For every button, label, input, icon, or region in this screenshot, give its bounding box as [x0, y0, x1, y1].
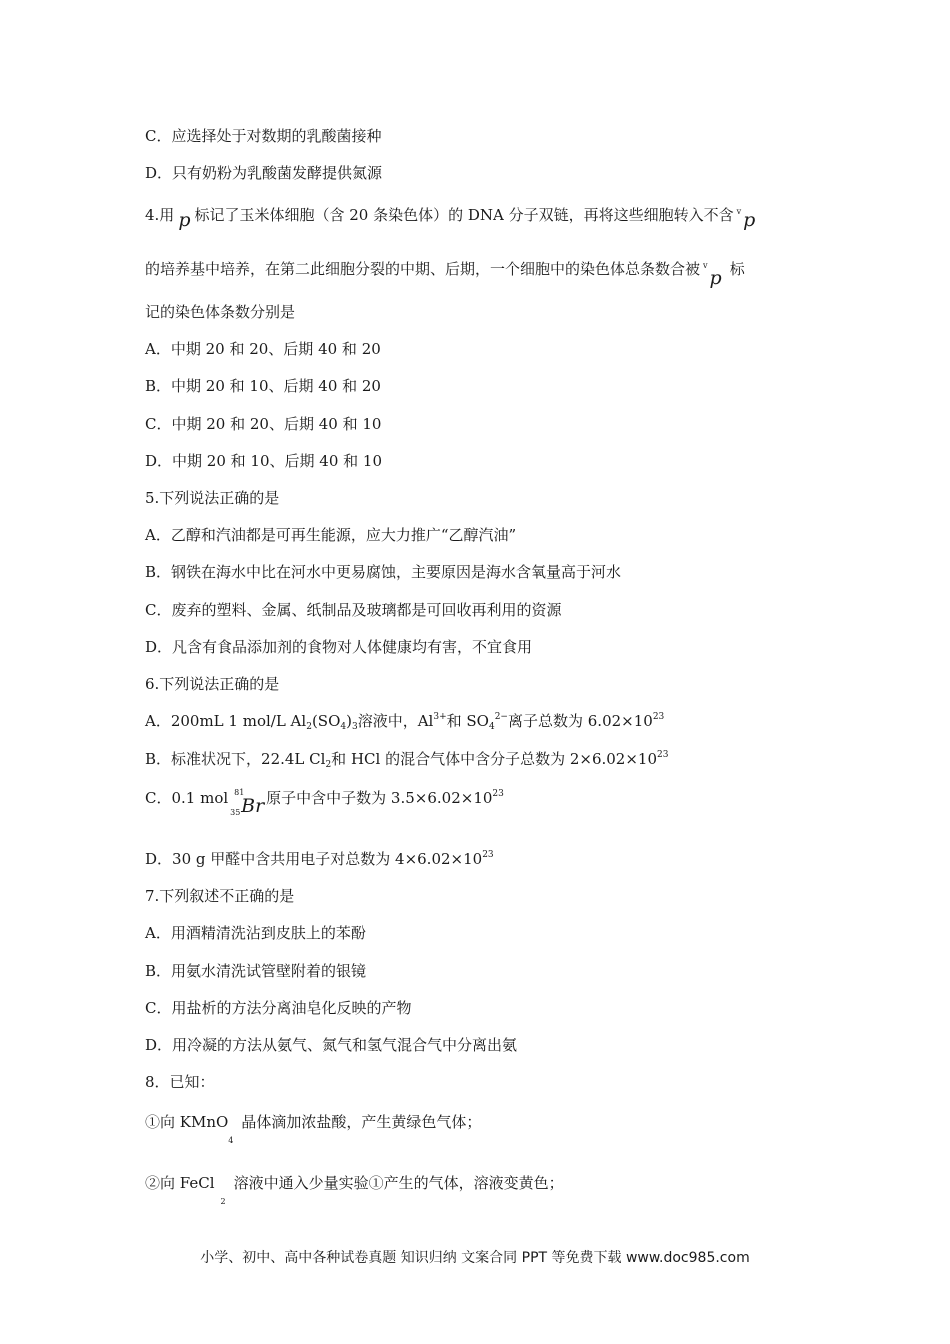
q6a-text: 和 SO	[446, 712, 489, 730]
q4-line-3: 记的染色体条数分别是	[145, 303, 296, 321]
q4-text: 标记了玉米体细胞（含 20 条染色体）的 DNA 分子双链，再将这些细胞转入不含	[194, 206, 734, 224]
subscript: 2	[306, 722, 312, 732]
superscript: 23	[492, 789, 504, 799]
atomic-number: 35	[230, 808, 241, 817]
isotope-br-notation	[228, 788, 265, 817]
q7-option-d: D．用冷凝的方法从氨气、氮气和氢气混合气中分离出氨	[145, 1036, 518, 1054]
subscript: 4	[228, 1136, 234, 1145]
q5-option-a: A．乙醇和汽油都是可再生能源，应大力推广“乙醇汽油”	[145, 526, 517, 544]
subscript: 3	[351, 722, 358, 732]
q6a-text: )	[346, 712, 352, 730]
subscript: 4	[488, 722, 495, 732]
q5-option-c: C．废弃的塑料、金属、纸制品及玻璃都是可回收再利用的资源	[145, 601, 562, 619]
q4-option-c: C．中期 20 和 20、后期 40 和 10	[145, 415, 382, 433]
q7-option-a: A．用酒精清洗沾到皮肤上的苯酚	[145, 924, 366, 942]
q6c-text: C．0.1 mol	[145, 789, 229, 807]
q5-option-d: D．凡含有食品添加剂的食物对人体健康均有害，不宜食用	[145, 638, 533, 656]
q8-stem: 8．已知：	[145, 1073, 215, 1091]
q6b-text: 和 HCl 的混合气体中含分子总数为 2×6.02×10	[331, 750, 657, 768]
q4-line-2	[145, 259, 745, 289]
q4-option-d: D．中期 20 和 10、后期 40 和 10	[145, 452, 382, 470]
q6d-text: D．30 g 甲醛中含共用电子对总数为 4×6.02×10	[145, 850, 483, 868]
q6a-text: A．200mL 1 mol/L Al	[145, 712, 307, 730]
q6-stem: 6.下列说法正确的是	[145, 675, 280, 693]
q4-option-b: B．中期 20 和 10、后期 40 和 20	[145, 377, 381, 395]
q7-stem: 7.下列叙述不正确的是	[145, 887, 295, 905]
q6c-text: 原子中含中子数为 3.5×6.02×10	[266, 789, 493, 807]
q8-1-text: 晶体滴加浓盐酸，产生黄绿色气体；	[241, 1113, 482, 1131]
superscript: 23	[652, 712, 665, 722]
q6-option-c	[145, 788, 504, 817]
q6-option-a	[145, 712, 665, 732]
q6-option-b	[145, 750, 669, 770]
superscript: 3+	[433, 712, 447, 722]
q6a-text: 离子总数为 6.02×10	[507, 712, 653, 730]
q8-2-text: ②向 FeCl	[145, 1174, 215, 1192]
isotope-v-mark: v	[736, 207, 742, 216]
superscript: 23	[482, 850, 494, 860]
q5-option-b: B．钢铁在海水中比在河水中更易腐蚀，主要原因是海水含氧量高于河水	[145, 563, 622, 581]
subscript: 2	[220, 1197, 226, 1206]
q8-condition-2	[145, 1174, 564, 1206]
q7-option-c: C．用盐析的方法分离油皂化反映的产物	[145, 999, 412, 1017]
mass-number: 81	[234, 788, 245, 797]
q5-stem: 5.下列说法正确的是	[145, 489, 280, 507]
q4-option-a: A．中期 20 和 20、后期 40 和 20	[145, 340, 381, 358]
page-footer: 小学、初中、高中各种试卷真题 知识归纳 文案合同 PPT 等免费下载 www.doc985.com	[200, 1250, 750, 1266]
isotope-p-symbol: p	[743, 209, 756, 231]
isotope-p-symbol: p	[178, 209, 191, 231]
q4-line-1	[145, 205, 756, 231]
q3-option-c: C．应选择处于对数期的乳酸菌接种	[145, 127, 382, 145]
q6b-text: B．标准状况下，22.4L Cl	[145, 750, 326, 768]
isotope-v-mark: v	[703, 261, 708, 270]
q3-option-d: D．只有奶粉为乳酸菌发酵提供氮源	[145, 164, 383, 182]
q4-text-2: 的培养基中培养，在第二此细胞分裂的中期、后期，一个细胞中的染色体总条数合被	[145, 260, 701, 278]
subscript: 2	[325, 760, 332, 770]
superscript: 23	[657, 750, 669, 760]
q8-1-text: ①向 KMnO	[145, 1113, 229, 1131]
isotope-p-symbol: p	[709, 267, 722, 289]
q8-2-text: 溶液中通入少量实验①产生的气体，溶液变黄色；	[233, 1174, 564, 1192]
q8-condition-1	[145, 1113, 482, 1145]
q7-option-b: B．用氨水清洗试管壁附着的银镜	[145, 962, 367, 980]
subscript: 4	[340, 722, 347, 732]
q6-option-d	[145, 852, 494, 867]
bromine-symbol: Br	[241, 795, 265, 817]
q4-prefix: 4.用	[145, 206, 175, 224]
q4-text-2b: 标	[729, 260, 745, 278]
superscript: 2−	[494, 712, 508, 722]
q6a-text: 溶液中，Al	[357, 712, 434, 730]
q6a-text: (SO	[311, 712, 341, 730]
